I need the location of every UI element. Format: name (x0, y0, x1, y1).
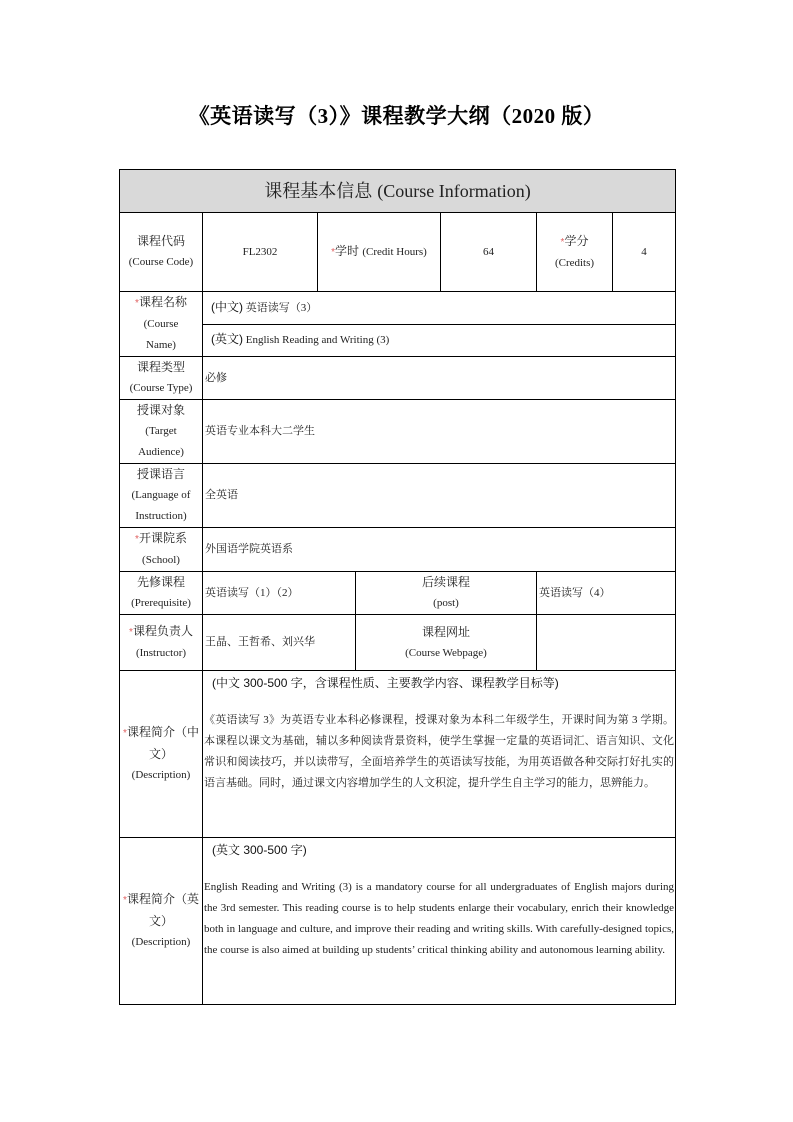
description-zh-label-zh: 课程简介（中文） (126, 725, 199, 761)
course-code-label (120, 213, 203, 292)
description-zh-note: (中文 300-500 字，含课程性质、主要教学内容、课程教学目标等) (212, 676, 559, 690)
course-name-zh-row (120, 292, 676, 325)
description-en-label-zh: 课程简介（英文） (126, 892, 199, 928)
description-en-row (120, 838, 676, 1005)
school-label-en: (School) (142, 554, 180, 566)
course-name-label (120, 292, 203, 357)
required-marker: * (331, 247, 336, 258)
post-label (356, 572, 537, 615)
language-value: 全英语 (203, 464, 676, 528)
webpage-value[interactable] (537, 615, 676, 671)
course-code-label-zh: 课程代码 (136, 234, 185, 248)
table-header (120, 170, 676, 213)
required-marker: * (129, 627, 133, 638)
prerequisite-label-zh: 先修课程 (136, 575, 185, 589)
description-zh-label (120, 671, 203, 838)
en-tag: (英文) (211, 332, 243, 347)
language-label (120, 464, 203, 528)
school-label (120, 528, 203, 572)
instructor-value: 王晶、王哲希、刘兴华 (203, 615, 356, 671)
instructor-row (120, 615, 676, 671)
credits-label-zh: 学分 (564, 233, 589, 248)
course-info-table (119, 169, 676, 1005)
required-marker: * (123, 895, 127, 906)
course-name-label-zh: 课程名称 (138, 295, 187, 309)
required-marker: * (135, 534, 139, 545)
credit-hours-label-zh: 学时 (335, 244, 360, 258)
document-title: 《英语读写（3）》课程教学大纲（2020 版） (188, 104, 605, 128)
school-value: 外国语学院英语系 (203, 528, 676, 572)
webpage-label-en: (Course Webpage) (405, 646, 487, 659)
header-row (120, 170, 676, 213)
description-zh-cell (203, 671, 676, 838)
description-en-text: English Reading and Writing (3) is a mandatory course for all undergraduates of English majors during the 3rd semester. This reading course is to help students enlarge their vocabulary, enrich their knowledge both in language and culture, and improve their reading and writing skills. With carefully-designed topics, the course is also aimed at building up students’ critical thinking ability and autonomous learning ability. (204, 881, 675, 956)
course-name-label-en: (Course Name) (143, 318, 179, 351)
required-marker: * (135, 298, 139, 309)
target-audience-row (120, 400, 676, 464)
school-row (120, 528, 676, 572)
description-en-cell (203, 838, 676, 1005)
description-zh-label-en: (Description) (131, 769, 191, 781)
course-type-row (120, 357, 676, 400)
course-code-row (120, 213, 676, 292)
header-zh: 课程基本信息 (264, 180, 373, 201)
webpage-label (356, 615, 537, 671)
prerequisite-row (120, 572, 676, 615)
description-zh-row (120, 671, 676, 838)
target-audience-label-zh: 授课对象 (136, 403, 185, 417)
course-type-value: 必修 (203, 357, 676, 400)
course-code-label-en: (Course Code) (128, 256, 194, 268)
course-code-value: FL2302 (203, 213, 318, 292)
credits-label-en: (Credits) (554, 256, 595, 269)
credits-value: 4 (613, 213, 676, 292)
course-name-zh-value: 英语读写（3） (245, 301, 318, 314)
language-label-zh: 授课语言 (136, 467, 185, 481)
description-en-label (120, 838, 203, 1005)
target-audience-label (120, 400, 203, 464)
header-en: (Course Information) (377, 180, 531, 201)
webpage-label-zh: 课程网址 (421, 624, 470, 639)
language-label-en: (Language of Instruction) (131, 489, 191, 522)
target-audience-value: 英语专业本科大二学生 (203, 400, 676, 464)
course-name-en-row (120, 324, 676, 357)
credit-hours-value: 64 (441, 213, 537, 292)
credit-hours-label (318, 213, 441, 292)
prerequisite-value: 英语读写（1）（2） (203, 572, 356, 615)
post-value: 英语读写（4） (537, 572, 676, 615)
zh-tag: (中文) (211, 299, 243, 314)
school-label-zh: 开课院系 (138, 531, 187, 545)
post-label-zh: 后续课程 (421, 575, 470, 589)
credits-label (537, 213, 613, 292)
post-label-en: (post) (433, 597, 459, 609)
instructor-label-zh: 课程负责人 (132, 624, 193, 638)
language-row (120, 464, 676, 528)
description-zh-text: 《英语读写 3》为英语专业本科必修课程，授课对象为本科二年级学生，开课时间为第 3 学期。本课程以课文为基础，辅以多种阅读背景资料，使学生掌握一定量的英语词汇、语言知识、文化常识和阅读技巧，并以读带写，全面培养学生的英语读写技能，为用英语做各种交际打好扎实的语言基础。同时，通过课文内容增加学生的人文积淀，提升学生自主学习的能力，思辨能力。 (204, 714, 675, 789)
course-type-label (120, 357, 203, 400)
course-name-en-cell (203, 324, 676, 357)
course-name-en-value: English Reading and Writing (3) (245, 334, 390, 347)
description-en-note: (英文 300-500 字) (212, 843, 307, 857)
required-marker: * (560, 236, 565, 248)
instructor-label (120, 615, 203, 671)
prerequisite-label-en: (Prerequisite) (131, 597, 191, 609)
description-en-label-en: (Description) (131, 936, 191, 948)
prerequisite-label (120, 572, 203, 615)
target-audience-label-en: (Target Audience) (138, 425, 184, 458)
course-type-label-zh: 课程类型 (136, 360, 185, 374)
instructor-label-en: (Instructor) (135, 647, 187, 659)
credit-hours-label-en: (Credit Hours) (362, 246, 427, 258)
course-name-zh-cell (203, 292, 676, 325)
required-marker: * (123, 728, 127, 739)
course-type-label-en: (Course Type) (129, 382, 193, 394)
